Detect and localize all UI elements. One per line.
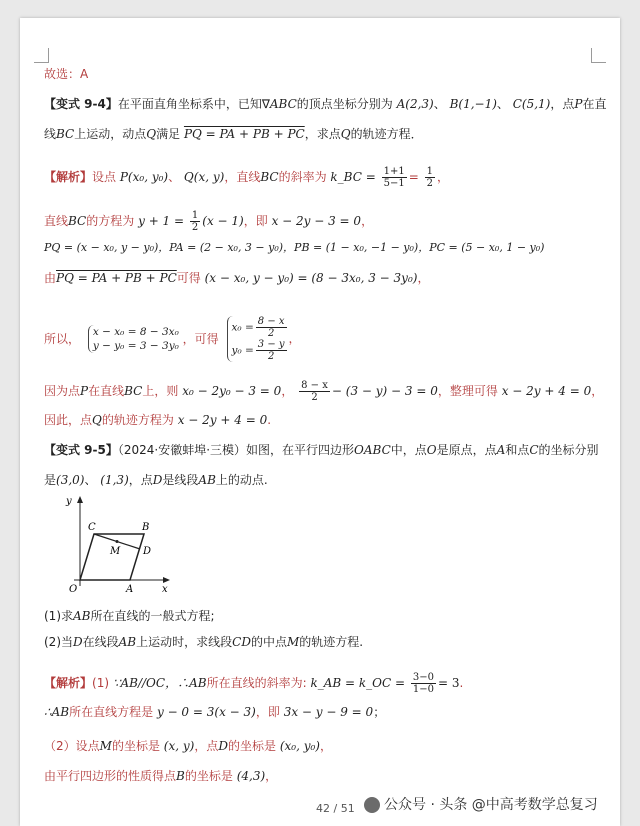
q2-pre: (2)当	[44, 635, 73, 649]
sol94-label: 【解析】	[44, 170, 93, 184]
substitution-fraction	[299, 380, 330, 403]
sub-den: 2	[311, 392, 318, 403]
sol95-parallel: ∵AB//OC，∴AB	[112, 676, 207, 690]
watermark-text: 公众号 · 头条 @中高考数学总复习	[384, 797, 598, 813]
y0-expr	[232, 339, 289, 362]
ab-line-general: 3x − y − 9 = 0	[283, 705, 374, 719]
line-eq-right: (x − 1)	[202, 214, 244, 228]
half-num: 1	[191, 210, 199, 221]
point-p: P	[574, 97, 583, 111]
p-on-line-eq: x₀ − 2y₀ − 3 = 0	[182, 384, 282, 398]
label-y: y	[66, 496, 72, 507]
segment-bc: BC	[56, 127, 75, 141]
sol95-s5: ，即	[255, 705, 280, 719]
v94-line2c: 满足	[156, 127, 181, 141]
label-x: x	[162, 584, 168, 594]
v95-line2d: 上的动点.	[215, 473, 268, 487]
point-c: C(5,1)	[512, 97, 551, 111]
point-c-2: C	[529, 443, 539, 457]
sol95-s11: 的坐标是	[184, 769, 233, 783]
q1-post: 所在直线的一般式方程;	[90, 609, 215, 623]
answer-line	[44, 66, 88, 82]
sol95-s8: ，点	[194, 739, 219, 753]
sol94-vectors	[44, 240, 544, 256]
slope-den2: 2	[426, 178, 433, 189]
slope-fraction-simplified	[425, 166, 435, 189]
segment-bc-2: BC	[260, 170, 279, 184]
point-q-3: Q	[92, 413, 102, 427]
ab-line-eq: y − 0 = 3(x − 3)	[156, 705, 256, 719]
v95-line-2: 是(3,0)、 (1,3)，点D是线段AB上的动点.	[44, 473, 268, 487]
answer-text: 故选：A	[44, 67, 89, 81]
final-eq: x − 2y + 4 = 0	[177, 413, 268, 427]
vector-equation: PQ = PA + PB + PC	[183, 127, 305, 141]
question-1	[44, 608, 215, 624]
kab-value: = 3	[437, 676, 460, 690]
y0-label: y₀ =	[231, 344, 254, 357]
point-p-2: P	[80, 384, 89, 398]
sol94-s10: ，可得	[182, 332, 219, 346]
sol94-s13: 上，则	[142, 384, 179, 398]
system-1-eq-b: y − y₀ = 3 − 3y₀	[92, 340, 179, 352]
kab-fraction	[411, 672, 436, 695]
point-b: B(1,−1)	[449, 97, 497, 111]
question-2	[44, 634, 363, 650]
b-coords: (4,3)	[236, 769, 266, 783]
q1-ab: AB	[73, 609, 91, 623]
sol95-s3: ∴AB	[44, 705, 70, 719]
sol94-s1: 设点	[92, 170, 117, 184]
sol95-s4: 所在直线方程是	[69, 705, 154, 719]
slope-num2: 1	[426, 166, 433, 177]
sol95-line-4: 由平行四边形的性质得点B的坐标是 (4,3)，	[44, 769, 278, 783]
wechat-icon	[364, 797, 380, 813]
midpoint-m	[116, 540, 119, 543]
line-eq-left: y + 1 =	[138, 214, 185, 228]
sol94-s15: 因此，点	[44, 413, 93, 427]
point-a: A(2,3)	[396, 97, 434, 111]
point-q-2: Q	[340, 127, 351, 141]
label-a: A	[126, 584, 134, 594]
result-eq: x − 2y + 4 = 0	[501, 384, 592, 398]
q2-cd: CD	[232, 635, 251, 649]
q2-post: 的轨迹方程.	[299, 635, 364, 649]
parallelogram-oabc: OABC	[354, 443, 391, 457]
d-coords: (x₀, y₀)	[279, 739, 320, 753]
watermark	[364, 794, 598, 814]
q2-ab: AB	[118, 635, 137, 649]
q2-mid2: 上运动时，求线段	[136, 635, 233, 649]
y0-fraction	[256, 339, 287, 362]
sub-num: 8 − x	[301, 380, 328, 391]
v94-line2a: 线	[44, 127, 57, 141]
half-den: 2	[191, 222, 199, 233]
sol95-line-3: （2）设点M的坐标是 (x, y)，点D的坐标是 (x₀, y₀)，	[44, 739, 332, 753]
label-d: D	[143, 546, 152, 557]
parallelogram-shape	[80, 534, 144, 580]
substitution-eq: − (3 − y) − 3 = 0	[331, 384, 438, 398]
sol94-s6: ，即	[243, 214, 268, 228]
sol95-s10: 由平行四边形的性质得点	[44, 769, 177, 783]
half-fraction	[190, 210, 200, 233]
sol94-line-7: 因此，点Q的轨迹方程为 x − 2y + 4 = 0.	[44, 413, 272, 427]
sol94-line-4: 由PQ = PA + PB + PC可得 (x − x₀, y − y₀) = (8 − 3x₀, 3 − 3y₀)，	[44, 271, 430, 285]
sol95-b: B	[176, 769, 185, 783]
v94-tag: 【变式 9-4】	[44, 97, 118, 111]
v94-text4: 在直	[582, 97, 607, 111]
q2-mid3: 的中点	[250, 635, 287, 649]
sol94-s12: 在直线	[88, 384, 125, 398]
v95-text3: 是原点，点	[436, 443, 497, 457]
x0-fraction	[256, 316, 287, 339]
segment-ab: AB	[198, 473, 216, 487]
sol94-line-6: 因为点P在直线BC上，则 x₀ − 2y₀ − 3 = 0， $\frac{8 - x}{2}$ − (3 − y) − 3 = 0，整理可得 x − 2y + 4 = 0，	[44, 380, 604, 403]
triangle-abc: ABC	[269, 97, 297, 111]
segment-bc-4: BC	[124, 384, 143, 398]
kab-num: 3−0	[412, 672, 434, 683]
label-o: O	[69, 584, 78, 594]
sol95-m: M	[99, 739, 112, 753]
slope-kbc: k_BC =	[330, 170, 376, 184]
sol94-s11: 因为点	[44, 384, 81, 398]
v94-line2e: 的轨迹方程．	[350, 127, 423, 141]
sol94-line-5: 所以， x − x₀ = 8 − 3x₀ y − y₀ = 3 − 3y₀ ，可得 x₀ = $\frac{8 - x}{2}$ y₀ = $\frac{3 - y}{2}$ ，	[44, 316, 301, 362]
kab-den: 1−0	[412, 684, 434, 695]
page-number: 42 / 51	[316, 802, 355, 815]
label-c: C	[88, 522, 96, 533]
sol94-line-1: 【解析】设点 P(x₀, y₀)、 Q(x, y)，直线BC的斜率为 k_BC = $\frac{1+1}{5-1}$ = $\frac{1}{2}$ ，	[44, 166, 449, 189]
v94-line2d: ，求点	[304, 127, 341, 141]
sol94-s16: 的轨迹方程为	[101, 413, 174, 427]
label-b: B	[142, 522, 150, 533]
x-axis-arrow	[163, 577, 170, 583]
q2-d: D	[73, 635, 83, 649]
v94-line-1: 【变式 9-4】在平面直角坐标系中，已知∇ABC的顶点坐标分别为 A(2,3)、 B(1,−1)、 C(5,1)，点P在直	[44, 97, 607, 111]
sol95-s9: 的坐标是	[227, 739, 276, 753]
point-a-2: A	[496, 443, 506, 457]
x0-den: 2	[267, 328, 275, 339]
v95-text4: 和点	[505, 443, 530, 457]
system-1	[88, 325, 179, 353]
segment-bc-3: BC	[68, 214, 87, 228]
slope-den: 5−1	[383, 178, 405, 189]
sol95-s6: （2）设点	[44, 739, 100, 753]
q1-pre: (1)求	[44, 609, 73, 623]
sol95-d: D	[218, 739, 228, 753]
crop-mark-top-right	[591, 48, 606, 63]
v94-text1: 在平面直角坐标系中，已知∇	[117, 97, 270, 111]
sol95-s1: (1)	[92, 676, 110, 690]
label-m: M	[110, 546, 121, 557]
slope-kab: k_AB = k_OC =	[310, 676, 406, 690]
v95-line-1	[44, 442, 599, 458]
v94-line-2	[44, 126, 423, 142]
sol94-s4: 直线	[44, 214, 69, 228]
y-axis-arrow	[77, 496, 83, 503]
v95-line2c: 是线段	[162, 473, 199, 487]
point-o: O	[426, 443, 437, 457]
parallelogram-figure	[64, 494, 174, 594]
sol94-s2: ，直线	[224, 170, 261, 184]
system-1-eq-a: x − x₀ = 8 − 3x₀	[92, 326, 179, 338]
x0-expr	[232, 316, 289, 339]
vector-equation-2: PQ = PA + PB + PC	[56, 271, 177, 285]
sol94-s3: 的斜率为	[278, 170, 327, 184]
slope-fraction	[382, 166, 407, 189]
v95-tag: 【变式 9-5】	[44, 443, 118, 457]
v95-text2: 中，点	[390, 443, 427, 457]
v94-text3: ，点	[550, 97, 575, 111]
q-coords: Q(x, y)	[183, 170, 225, 184]
v95-line2b: ，点	[128, 473, 153, 487]
sol95-line-1: 【解析】(1) ∵AB//OC，∴AB所在直线的斜率为: k_AB = k_OC = $\frac{3-0}{1-0}$ = 3.	[44, 672, 464, 695]
system-2	[227, 316, 289, 362]
sol94-s5: 的方程为	[86, 214, 135, 228]
sol94-line-2: 直线BC的方程为 y + 1 = $\frac{1}{2}$ (x − 1)，即 x − 2y − 3 = 0，	[44, 210, 374, 233]
vector-list: PQ = (x − x₀, y − y₀)，PA = (2 − x₀, 3 − y₀)，PB = (1 − x₀, −1 − y₀)，PC = (5 − x₀, 1 − y₀)	[44, 241, 545, 254]
sol94-s9: 所以，	[44, 332, 81, 346]
slope-num: 1+1	[383, 166, 405, 177]
v94-text2: 的顶点坐标分别为	[296, 97, 393, 111]
point-q: Q	[146, 127, 157, 141]
sol95-s7: 的坐标是	[111, 739, 160, 753]
crop-mark-top-left	[34, 48, 49, 63]
m-coords: (x, y)	[163, 739, 195, 753]
q2-mid1: 在线段	[82, 635, 119, 649]
coord-equation: (x − x₀, y − y₀) = (8 − 3x₀, 3 − 3y₀)	[204, 271, 418, 285]
coord-c: (1,3)	[100, 473, 129, 487]
x0-num: 8 − x	[257, 316, 285, 327]
line-eq-general: x − 2y − 3 = 0	[271, 214, 362, 228]
coord-a: (3,0)	[56, 473, 85, 487]
v94-line2b: 上运动，动点	[74, 127, 147, 141]
y0-den: 2	[267, 351, 275, 362]
v95-text1: （2024·安徽蚌埠·三模）如图，在平行四边形	[117, 443, 355, 457]
sol95-label: 【解析】	[44, 676, 93, 690]
v95-line2a: 是	[44, 473, 57, 487]
sol95-line-2: ∴AB所在直线方程是 y − 0 = 3(x − 3)，即 3x − y − 9 = 0；	[44, 705, 386, 719]
sol94-s14: ，整理可得	[437, 384, 498, 398]
sol95-s2: 所在直线的斜率为:	[206, 676, 307, 690]
point-d: D	[152, 473, 163, 487]
v95-text5: 的坐标分别	[538, 443, 599, 457]
q2-m: M	[286, 635, 300, 649]
p-coords: P(x₀, y₀)	[119, 170, 169, 184]
sol94-s7: 由	[44, 271, 57, 285]
x0-label: x₀ =	[231, 321, 254, 334]
sol94-s8: 可得	[176, 271, 201, 285]
y0-num: 3 − y	[257, 339, 285, 350]
